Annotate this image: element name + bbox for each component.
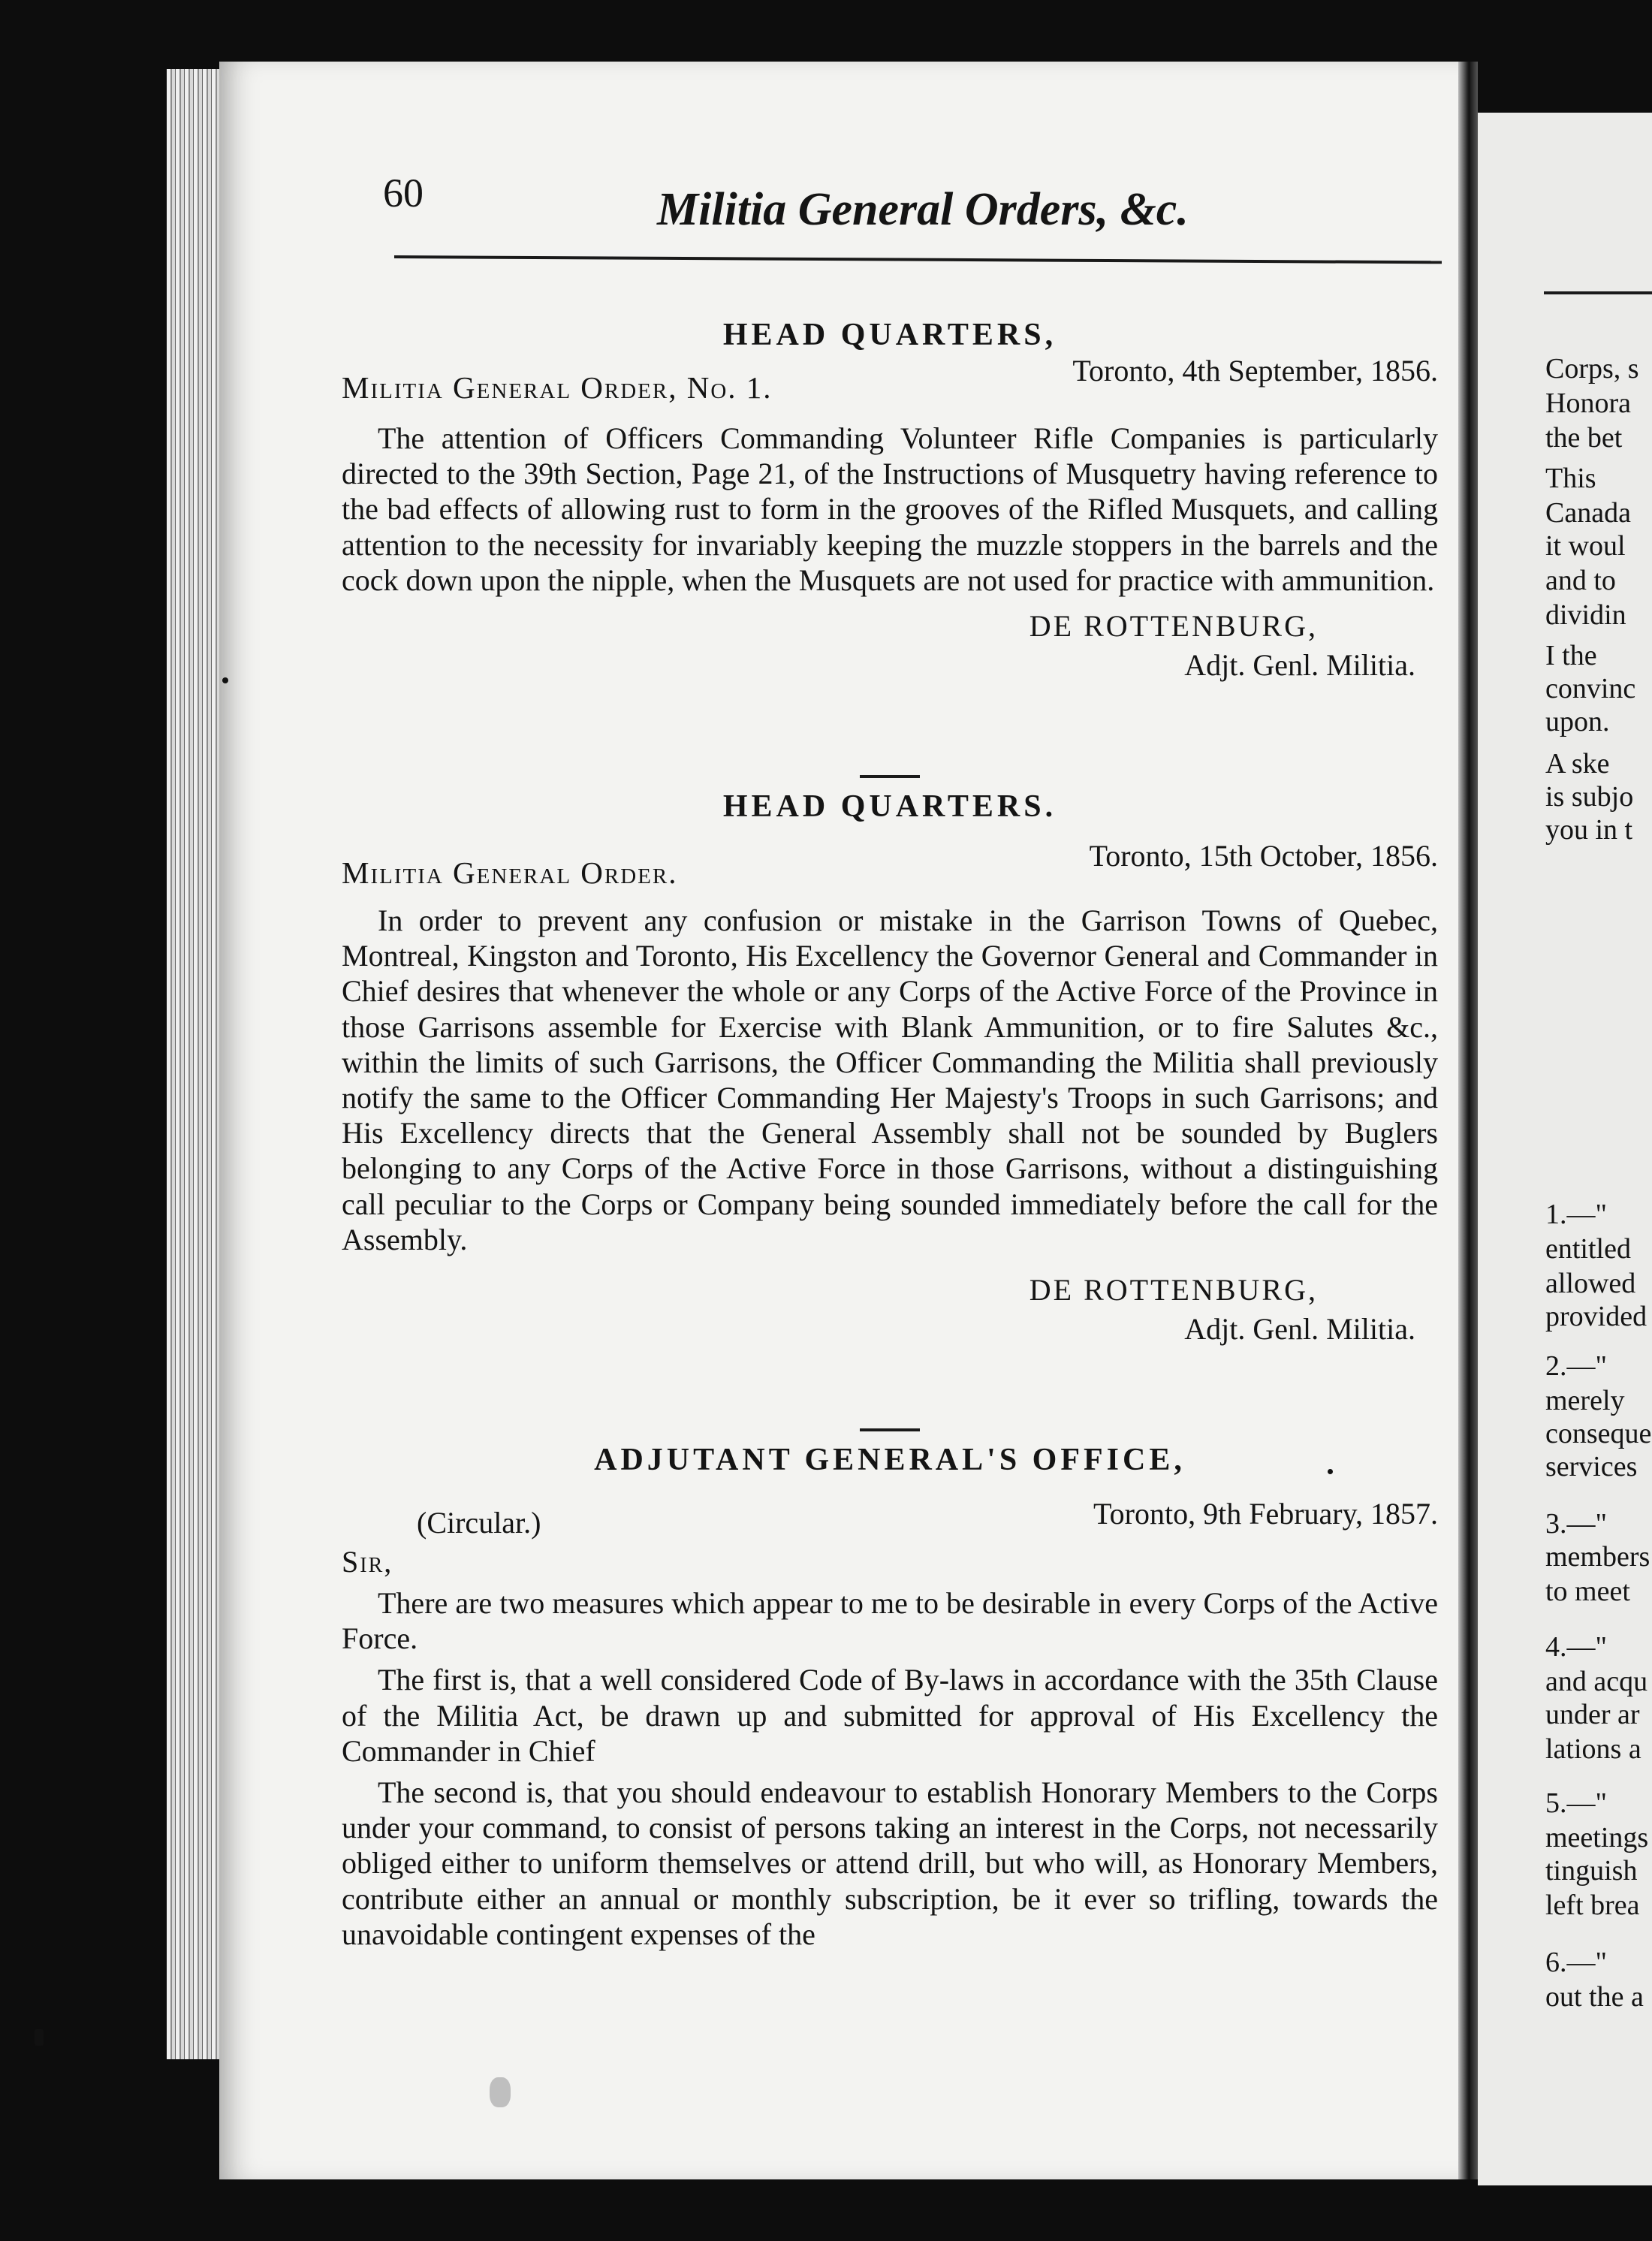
facing-line: conseque (1545, 1418, 1652, 1449)
running-title: Militia General Orders, &c. (657, 184, 1189, 235)
facing-line: tinguish (1545, 1855, 1638, 1887)
facing-line: 3.—" (1545, 1508, 1608, 1540)
section-2 (342, 771, 1438, 1349)
facing-line: members (1545, 1541, 1650, 1573)
order-date: Toronto, 15th October, 1856. (1089, 839, 1438, 873)
facing-line: upon. (1545, 706, 1610, 737)
facing-line: under ar (1545, 1699, 1640, 1730)
facing-line: Canada (1545, 497, 1631, 529)
section-divider (860, 1428, 920, 1431)
section-heading: ADJUTANT GENERAL'S OFFICE, (594, 1443, 1186, 1477)
circular-paragraph: There are two measures which appear to me to be desirable in every Corps of the Active Force. (342, 1586, 1438, 1656)
facing-line: A ske (1545, 748, 1610, 780)
scan-speck (222, 677, 228, 683)
book-gutter (1458, 62, 1478, 2179)
facing-line: out the a (1545, 1981, 1644, 2013)
facing-line: 6.—" (1545, 1947, 1608, 1978)
scan-blot (490, 2077, 511, 2107)
section-heading: HEAD QUARTERS. (722, 789, 1057, 824)
signature-block (342, 607, 1438, 685)
facing-line: entitled (1545, 1233, 1631, 1265)
facing-line: merely (1545, 1385, 1625, 1416)
facing-line: convinc (1545, 673, 1636, 704)
facing-line: you in t (1545, 814, 1633, 846)
date-line (342, 1496, 1438, 1544)
facing-line: is subjo (1545, 781, 1634, 813)
facing-head-rule (1544, 291, 1652, 294)
facing-line: the bet (1545, 422, 1623, 454)
facing-line: services (1545, 1451, 1638, 1482)
signature-block (342, 1271, 1438, 1349)
signature-title: Adjt. Genl. Militia. (1184, 647, 1415, 682)
salutation: Sir, (342, 1545, 393, 1579)
facing-line: provided (1545, 1301, 1647, 1332)
facing-line: This (1545, 463, 1596, 494)
order-date: Toronto, 4th September, 1856. (1072, 354, 1438, 388)
section-3 (342, 1424, 1438, 1952)
date-line (342, 353, 1438, 405)
page-edges (167, 69, 222, 2059)
facing-line: I the (1545, 640, 1597, 671)
running-head (383, 158, 1434, 233)
date-line (342, 838, 1438, 890)
facing-line: Corps, s (1545, 353, 1639, 385)
facing-line: 1.—" (1545, 1199, 1608, 1230)
facing-line: Honora (1545, 388, 1631, 419)
circular-label: (Circular.) (417, 1506, 541, 1540)
section-1 (342, 317, 1438, 685)
circular-paragraph: The first is, that a well considered Code of By-laws in accordance with the 35th Clause of the Militia Act, be drawn up and submitted for approval of His Excellency the Commander in Chief (342, 1663, 1438, 1768)
facing-line: 5.—" (1545, 1787, 1608, 1819)
facing-line: lations a (1545, 1733, 1641, 1765)
order-number: Militia General Order, No. 1. (342, 370, 773, 405)
facing-page (1478, 113, 1652, 2185)
signature-name: DE ROTTENBURG, (1029, 608, 1318, 643)
circular-paragraph: The second is, that you should endeavour to establish Honorary Members to the Corps under your command, to consist of persons taking an interest in the Corps, not necessarily obliged either to uniform themselves or attend drill, but who will, as Honorary Members, contribute either an annual or monthly subscription, be it ever so trifling, towards the unavoidable contingent expenses of the (342, 1775, 1438, 1951)
facing-line: allowed (1545, 1268, 1636, 1299)
signature-name: DE ROTTENBURG, (1029, 1272, 1318, 1307)
signature-title: Adjt. Genl. Militia. (1184, 1311, 1415, 1346)
facing-line: and to (1545, 565, 1616, 596)
facing-line: to meet (1545, 1576, 1630, 1607)
scan-speck (1328, 1469, 1333, 1474)
office-date: Toronto, 9th February, 1857. (1093, 1497, 1438, 1531)
facing-line: meetings (1545, 1822, 1649, 1853)
scan-speck (35, 2029, 44, 2046)
order-number: Militia General Order. (342, 855, 678, 890)
order-paragraph: The attention of Officers Commanding Volunteer Rifle Companies is particularly directed to the 39th Section, Page 21, of the Instructions of Musquetry having reference to the bad effects of allowing rust to form in the grooves of the Rifled Musquets, and calling attention to the necessity for invariably keeping the muzzle stoppers in the barrels and the cock down upon the nipple, when the Musquets are not used for practice with ammunition. (342, 421, 1438, 597)
page-number: 60 (383, 170, 424, 216)
facing-line: left brea (1545, 1890, 1640, 1921)
facing-line: and acqu (1545, 1666, 1648, 1697)
facing-line: dividin (1545, 599, 1626, 631)
order-paragraph: In order to prevent any confusion or mistake in the Garrison Towns of Quebec, Montreal, Kingston and Toronto, His Excellency the Governor General and Commander in Chief desires that whenever the whole or any Corps of the Active Force of the Province in those Garrisons assemble for Exercise with Blank Ammunition, or to fire Salutes &c., within the limits of such Garrisons, the Officer Commanding the Militia shall previously notify the same to the Officer Commanding Her Majesty's Troops in such Garrisons; and His Excellency directs that the General Assembly shall not be sounded by Buglers belonging to any Corps of the Active Force in those Garrisons, without a distinguishing call peculiar to the Corps or Company being sounded immediately before the call for the Assembly. (342, 903, 1438, 1256)
facing-line: it woul (1545, 530, 1626, 562)
facing-line: 4.—" (1545, 1631, 1608, 1663)
section-divider (860, 775, 920, 778)
section-heading: HEAD QUARTERS, (722, 318, 1057, 352)
facing-line: 2.—" (1545, 1350, 1608, 1382)
